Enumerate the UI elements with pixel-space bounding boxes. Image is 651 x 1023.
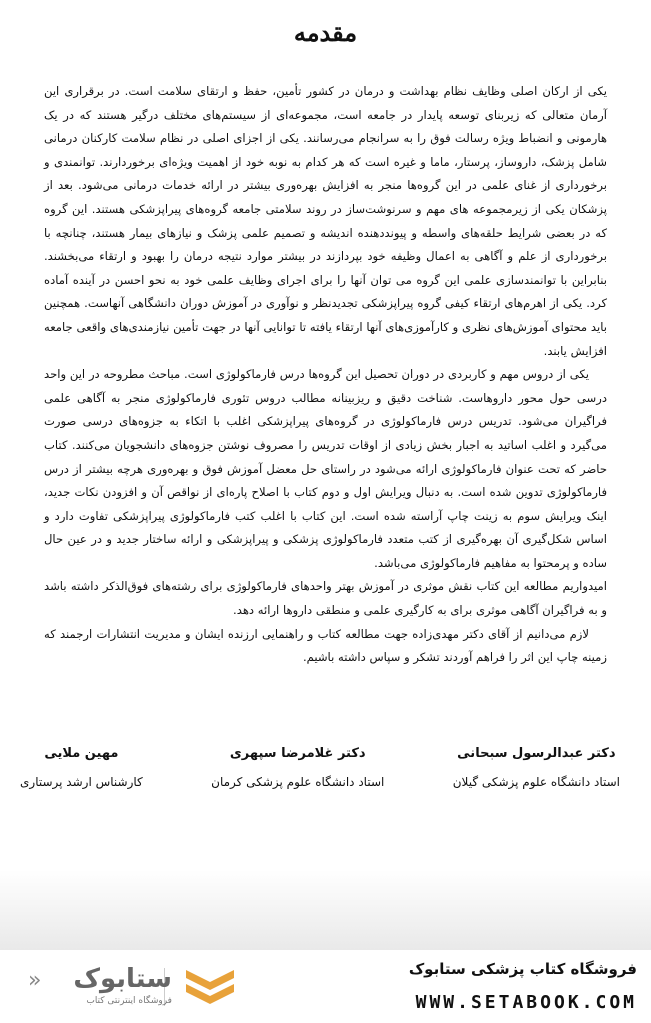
signature-name: مهین ملایی <box>44 746 119 761</box>
logo-subtitle: فروشگاه اینترنتی کتاب <box>86 996 172 1006</box>
paragraph-3: امیدواریم مطالعه این کتاب نقش موثری در آموزش بهتر واحدهای فارماکولوژی برای رشته‌های فوق‌الذکر داشته باشد و به فراگیران آگاهی موثری برای به کارگیری علمی و منطقی داروها ارائه دهد. <box>44 579 607 618</box>
store-url[interactable]: WWW.SETABOOK.COM <box>415 992 637 1013</box>
signature-name: دکتر غلامرضا سپهری <box>229 746 366 761</box>
signatures <box>20 740 620 800</box>
store-footer <box>0 950 651 1023</box>
logo-wordmark: ستابوک <box>73 964 172 994</box>
chevron-logo-icon <box>180 966 240 1006</box>
signature-name: دکتر عبدالرسول سبحانی <box>457 746 616 761</box>
paragraph-4: لازم می‌دانیم از آقای دکتر مهدی‌زاده جهت مطالعه کتاب و راهنمایی ارزنده ایشان و مدیریت انتشارات ارجمند که زمینه چاپ این اثر را فراهم آوردند تشکر و سپاس داشته باشیم. <box>44 626 607 665</box>
store-name: فروشگاه کتاب پزشکی ستابوک <box>408 960 637 978</box>
signature-mollaei <box>20 740 143 800</box>
signature-role: استاد دانشگاه علوم پزشکی کرمان <box>211 775 385 789</box>
double-arrow-icon: « <box>28 968 42 993</box>
paragraph-1: یکی از ارکان اصلی وظایف نظام بهداشت و درمان در کشور تأمین، حفظ و ارتقای سلامت است. در برقراری این آرمان متعالی که زیربنای توسعه پایدار در جامعه است، مجموعه‌ای از سیستم‌های مختلف درگیر هستند که در یک هارمونی و انضباط ویژه رسالت فوق را به سرانجام می‌رسانند. یکی از اجزای اصلی در نظام سلامت کارکنان درمانی شامل پزشک، داروساز، پرستار، ماما و غیره است که هر کدام به نوبه خود از اهمیت ویژه‌ای برخوردارند. توانمندی و برخورداری از غنای علمی در این گروه‌ها منجر به افزایش بهره‌وری بیشتر در ارائه خدمات درمانی می‌شود. بعد از پزشکان یکی از زیرمجموعه های مهم و سرنوشت‌ساز در روند سلامتی جامعه گروه‌های پیراپزشکی هستند. این گروه که در بعضی شرایط حلقه‌های واسطه و پیونددهنده اندیشه و تصمیم علمی پزشک و نیازهای بیمار هستند، چنانچه با برخورداری از علم و آگاهی به اعمال وظیفه خود بپردازند در بیشتر موارد نتیجه درمان را بهبود و ارتقاء می‌بخشند. بنابراین با توانمندسازی علمی این گروه می توان آنها را برای اجرای وظایف علمی خود به نحو احسن در آینده آماده کرد. یکی از اهرم‌های ارتقاء کیفی گروه پیراپزشکی تجدیدنظر و نوآوری در آموزش دوران دانشگاهی آنهاست. همچنین باید محتوای آموزش‌های نظری و کارآموزی‌های آنها ارتقاء یافته تا توانایی آنها در جهت تأمین نیازمندی‌های واقعی جامعه افزایش یابند. <box>44 84 607 358</box>
page-shadow <box>0 870 651 950</box>
signature-sepehri <box>211 740 384 800</box>
paragraph-2: یکی از دروس مهم و کاربردی در دوران تحصیل این گروه‌ها درس فارماکولوژی است. مباحث مطروحه در این واحد درسی حول محور داروهاست. شناخت دقیق و ریزبینانه مطالب دروس تئوری فارماکولوژی منجر به آگاهی علمی فراگیران می‌شود. تدریس درس فارماکولوژی در گروه‌های پیراپزشکی اغلب با اتکاء به جزوه‌های درسی صورت می‌گیرد و اغلب اساتید به اجبار بخش زیادی از اوقات تدریس را مصروف نوشتن جزوه‌های دانشجویان می‌کنند. کتاب حاضر که تحت عنوان فارماکولوژی ارائه می‌شود در راستای حل معضل آموزش فوق و بهره‌وری هرچه بیشتر از درس فارماکولوژی تدوین شده است. به دنبال ویرایش اول و دوم کتاب با اصلاح پاره‌ای از نواقص آن و افزودن نکات جدید، اینک ویرایش سوم به زینت چاپ آراسته شده است. این کتاب با اغلب کتب فارماکولوژی پیراپزشکی تفاوت دارد و اساس شکل‌گیری آن بهره‌گیری از کتب متعدد فارماکولوژی پزشکی و پیراپزشکی و ارائه ساختار جدید و در عین حال ساده و پرمحتوا به مفاهیم فارماکولوژی می‌باشد. <box>44 367 607 570</box>
signature-role: استاد دانشگاه علوم پزشکی گیلان <box>452 775 620 789</box>
page-title: مقدمه <box>293 18 358 47</box>
signature-role: کارشناس ارشد پرستاری <box>20 775 143 789</box>
preface-body <box>44 80 607 670</box>
signature-sobhani <box>453 740 620 800</box>
setabook-logo <box>28 964 178 1010</box>
